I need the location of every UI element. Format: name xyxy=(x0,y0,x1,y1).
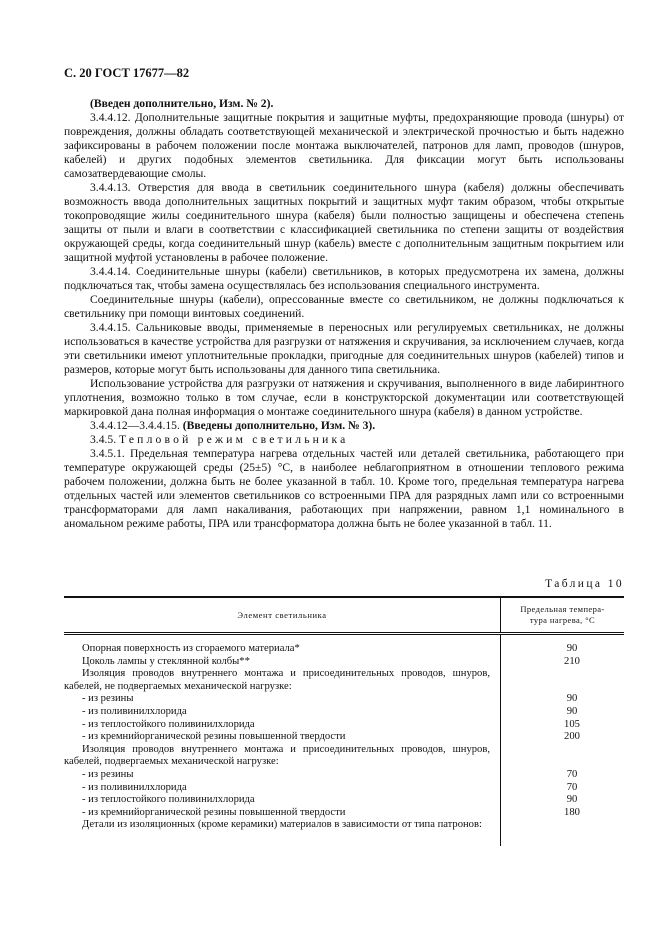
table-row xyxy=(64,819,624,832)
paragraphs xyxy=(64,97,624,419)
row-element: Детали из изоляционных (кроме керамики) материалов в зависимости от типа патронов: xyxy=(82,819,482,831)
row-element: Опорная поверхность из сгораемого материала* xyxy=(82,643,300,654)
table-row xyxy=(64,782,624,795)
amendment-text: (Введен дополнительно, Изм. № 2). xyxy=(90,97,274,110)
section-title: Тепловой режим светильника xyxy=(118,433,349,446)
row-element: - из резины xyxy=(82,768,134,780)
paragraph-text: Соединительные шнуры (кабели), опрессованные вместе со светильником, не должны подключаться к светильнику при помощи винтовых соединений. xyxy=(64,293,624,320)
paragraph xyxy=(64,293,624,321)
row-temperature: 70 xyxy=(566,768,578,780)
row-temperature: 90 xyxy=(566,693,578,705)
table-row xyxy=(64,706,624,719)
column-header-element: Элемент светильника xyxy=(64,598,501,632)
paragraph xyxy=(64,97,624,111)
table-row xyxy=(64,744,624,769)
column-header-line: Предельная темпера- xyxy=(520,604,605,614)
section-number: 3.4.5. xyxy=(90,433,119,446)
table-header xyxy=(64,596,624,635)
row-temperature: 90 xyxy=(566,794,578,806)
paragraph xyxy=(64,111,624,181)
row-temperature: 210 xyxy=(564,655,580,667)
table-row xyxy=(64,719,624,732)
row-element: - из кремнийорганической резины повышенной твердости xyxy=(82,806,346,818)
document-body xyxy=(64,97,624,531)
paragraph-text: 3.4.4.15. Сальниковые вводы, применяемые в переносных или регулируемых светильниках, не должны использоваться в качестве устройства для разгрузки от натяжения и скручивания, за исключением случаев, когда эти светильники имеют уплотнительные прокладки, пригодные для соединительных шнуров (кабелей) типов и размеров, которые могут быть использованы для данного типа светильника. xyxy=(64,321,624,376)
row-element: - из кремнийорганической резины повышенной твердости xyxy=(82,731,346,743)
paragraph-text: Использование устройства для разгрузки от натяжения и скручивания, выполненного в виде лабиринтного уплотнения, возможно только в том случае, если в конструкторской документации или соответствующей маркировкой дана полная информация о монтаже соединительного шнура (кабеля) в данном устройстве. xyxy=(64,377,624,418)
row-element: Изоляция проводов внутреннего монтажа и присоединительных проводов, шнуров, кабелей, подвергаемых механической нагрузке: xyxy=(64,743,490,768)
column-header-line: тура нагрева, °С xyxy=(529,615,596,625)
table-row xyxy=(64,807,624,820)
amendment-note xyxy=(64,419,624,433)
row-element: Цоколь лампы у стеклянной колбы** xyxy=(82,655,250,667)
row-element: - из теплостойкого поливинилхлорида xyxy=(82,718,255,730)
row-element: - из резины xyxy=(82,693,134,705)
page-header: С. 20 ГОСТ 17677—82 xyxy=(64,66,190,80)
row-temperature: 90 xyxy=(566,705,578,717)
row-temperature: 90 xyxy=(566,643,578,654)
paragraph xyxy=(64,377,624,419)
paragraph-text: 3.4.4.13. Отверстия для ввода в светильник соединительного шнура (кабеля) должны обеспечивать возможность ввода дополнительных защитных покрытий и защитных муфт таким образом, чтобы открытые токопроводящие жилы соединительного шнура (кабеля) были полностью защищены и обеспечена степень защиты от пыли и влаги в соответствии с классификацией светильника по степени защиты от воздействия окружающей среды, когда соединительный шнур (кабель) вместе с дополнительным защитным покрытием или защитной муфтой установлены в рабочее положение. xyxy=(64,181,624,264)
table-row xyxy=(64,731,624,744)
table-row xyxy=(64,693,624,706)
amendment-text: (Введены дополнительно, Изм. № 3). xyxy=(182,419,376,432)
amendment-range: 3.4.4.12—3.4.4.15. xyxy=(90,419,183,432)
section-heading xyxy=(64,433,624,447)
paragraph xyxy=(64,321,624,377)
row-element: - из поливинилхлорида xyxy=(82,705,187,717)
table-caption: Таблица 10 xyxy=(545,578,624,590)
row-element: Изоляция проводов внутреннего монтажа и присоединительных проводов, шнуров, кабелей, не подвергаемых механической нагрузке: xyxy=(64,668,490,692)
paragraph-3451: 3.4.5.1. Предельная температура нагрева отдельных частей или деталей светильника, работающего при температуре окружающей среды (25±5) °С, в наиболее неблагоприятном в отношении теплового режима рабочем положении, должна быть не более указанной в табл. 10. Кроме того, предельная температура нагрева отдельных частей или элементов светильников со встроенными ПРА для разрядных ламп или со встроенными трансформаторами для ламп накаливания, работающих при напряжении, равном 1,1 номинального в аномальном режиме работы, ПРА или трансформатора должна быть не более указанной в табл. 11. xyxy=(64,447,624,530)
paragraph xyxy=(64,181,624,265)
row-element: - из теплостойкого поливинилхлорида xyxy=(82,794,255,806)
row-element: - из поливинилхлорида xyxy=(82,781,187,793)
row-temperature: 180 xyxy=(564,806,580,818)
paragraph xyxy=(64,265,624,293)
row-temperature: 70 xyxy=(566,781,578,793)
table-row xyxy=(64,668,624,693)
row-temperature: 200 xyxy=(564,731,580,743)
table-row xyxy=(64,656,624,669)
column-header-temperature xyxy=(501,598,624,632)
table-10 xyxy=(64,596,624,846)
row-temperature: 105 xyxy=(564,718,580,730)
table-row xyxy=(64,769,624,782)
paragraph-text: 3.4.4.12. Дополнительные защитные покрытия и защитные муфты, предохраняющие провода (шнуры) от повреждения, должны обладать соответствующей механической и электрической прочностью и быть надежно зафиксированы в рабочем положении после монтажа выключателей, патронов для ламп, проводов (шнуров, кабелей) и других подобных элементов светильника. Для фиксации могут быть использованы самозатвердевающие смолы. xyxy=(64,111,624,180)
table-row xyxy=(64,643,624,656)
table-row xyxy=(64,794,624,807)
paragraph-text: 3.4.4.14. Соединительные шнуры (кабели) светильников, в которых предусмотрена их замена, должны подключаться так, чтобы замена осуществлялась без использования специального инструмента. xyxy=(64,265,624,292)
table-body xyxy=(64,635,624,846)
